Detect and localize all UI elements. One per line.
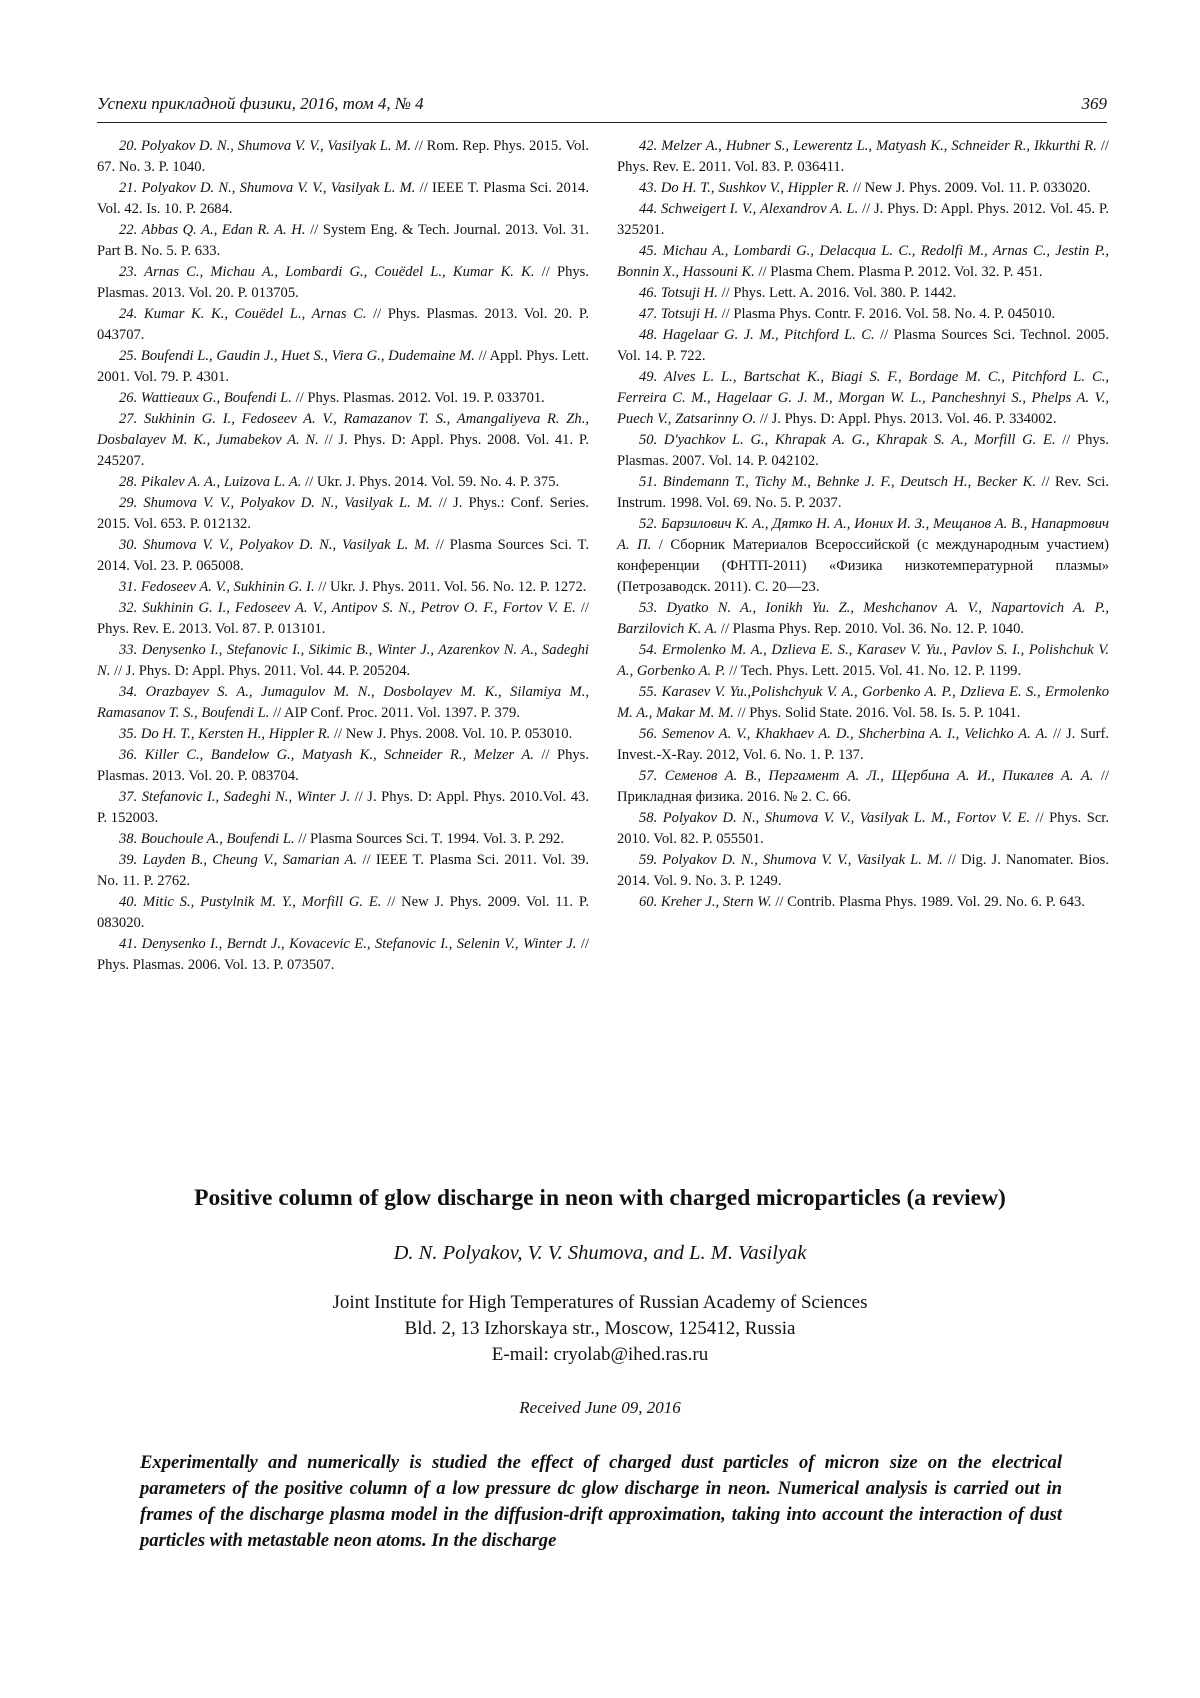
reference-item <box>97 682 589 724</box>
reference-item <box>617 430 1109 472</box>
reference-item <box>97 472 589 493</box>
reference-item <box>97 346 589 388</box>
reference-item <box>97 850 589 892</box>
reference-item <box>617 304 1109 325</box>
reference-item <box>617 640 1109 682</box>
reference-authors: 34. Orazbayev S. A., Jumagulov M. N., Dosbolayev M. K., Silamiya M., Ramasanov T. S., Boufendi L. <box>97 684 589 721</box>
reference-authors: 49. Alves L. L., Bartschat K., Biagi S. F., Bordage M. C., Pitchford L. C., Ferreira C. M., Hagelaar G. J. M., Morgan W. L., Pancheshnyi S., Phelps A. V., Puech V., Zatsarinny O. <box>617 369 1109 427</box>
reference-item <box>97 178 589 220</box>
reference-source: // Contrib. Plasma Phys. 1989. Vol. 29. No. 6. P. 643. <box>771 894 1085 910</box>
article-title: Positive column of glow discharge in neon with charged microparticles (a review) <box>194 1185 1006 1211</box>
header-rule <box>97 122 1107 123</box>
reference-source: // AIP Conf. Proc. 2011. Vol. 1397. P. 379. <box>269 705 520 721</box>
reference-authors: 30. Shumova V. V., Polyakov D. N., Vasilyak L. M. <box>119 537 430 553</box>
reference-source: // Rom. Rep. Phys. 2015. Vol. 67. No. 3. P. 1040. <box>97 138 589 175</box>
reference-source: // Phys. Rev. E. 2011. Vol. 83. P. 036411. <box>617 138 1109 175</box>
reference-item <box>97 892 589 934</box>
reference-authors: 32. Sukhinin G. I., Fedoseev A. V., Antipov S. N., Petrov O. F., Fortov V. E. <box>119 600 576 616</box>
affiliation-email: E-mail: cryolab@ihed.ras.ru <box>491 1344 709 1365</box>
references-right-column <box>617 136 1109 913</box>
reference-source: // IEEE T. Plasma Sci. 2011. Vol. 39. No. 11. P. 2762. <box>97 852 589 889</box>
reference-authors: 47. Totsuji H. <box>639 306 718 322</box>
page-number: 369 <box>1081 94 1107 113</box>
reference-authors: 50. D'yachkov L. G., Khrapak A. G., Khrapak S. A., Morfill G. E. <box>639 432 1056 448</box>
reference-authors: 56. Semenov A. V., Khakhaev A. D., Shcherbina A. I., Velichko A. A. <box>639 726 1049 742</box>
reference-authors: 23. Arnas C., Michau A., Lombardi G., Couëdel L., Kumar K. K. <box>119 264 535 280</box>
reference-source: // Phys. Plasmas. 2012. Vol. 19. P. 033701. <box>291 390 545 406</box>
reference-item <box>97 262 589 304</box>
reference-item <box>97 724 589 745</box>
reference-item <box>617 892 1109 913</box>
reference-item <box>97 787 589 829</box>
reference-authors: 39. Layden B., Cheung V., Samarian A. <box>119 852 358 868</box>
reference-authors: 58. Polyakov D. N., Shumova V. V., Vasilyak L. M., Fortov V. E. <box>639 810 1031 826</box>
reference-source: // Phys. Plasmas. 2006. Vol. 13. P. 073507. <box>97 936 590 973</box>
reference-source: // Rev. Sci. Instrum. 1998. Vol. 69. No. 5. P. 2037. <box>617 474 1110 511</box>
reference-item <box>97 577 589 598</box>
reference-authors: 37. Stefanovic I., Sadeghi N., Winter J. <box>119 789 351 805</box>
reference-source: // J. Phys. D: Appl. Phys. 2013. Vol. 46. P. 334002. <box>756 411 1057 427</box>
reference-source: // J. Phys. D: Appl. Phys. 2012. Vol. 45. P. 325201. <box>617 201 1109 238</box>
reference-source: // Plasma Sources Sci. Technol. 2005. Vol. 14. P. 722. <box>617 327 1109 364</box>
reference-authors: 57. Семенов А. В., Пергамент А. Л., Щербина А. И., Пикалев А. А. <box>639 768 1094 784</box>
reference-authors: 53. Dyatko N. A., Ionikh Yu. Z., Meshchanov A. V., Napartovich A. P., Barzilovich K. A. <box>617 600 1109 637</box>
reference-source: // J. Phys. D: Appl. Phys. 2008. Vol. 41. P. 245207. <box>97 432 589 469</box>
reference-authors: 54. Ermolenko M. A., Dzlieva E. S., Karasev V. Yu., Pavlov S. I., Polishchuk V. A., Gorbenko A. P. <box>617 642 1109 679</box>
journal-title: Успехи прикладной физики, 2016, том 4, № 4 <box>97 94 424 113</box>
reference-source: // Plasma Phys. Contr. F. 2016. Vol. 58. No. 4. P. 045010. <box>717 306 1056 322</box>
reference-authors: 46. Totsuji H. <box>639 285 718 301</box>
reference-item <box>617 766 1109 808</box>
reference-source: // Phys. Plasmas. 2013. Vol. 20. P. 013705. <box>97 264 590 301</box>
reference-authors: 44. Schweigert I. V., Alexandrov A. L. <box>639 201 859 217</box>
reference-authors: 24. Kumar K. K., Couëdel L., Arnas C. <box>119 306 367 322</box>
reference-authors: 33. Denysenko I., Stefanovic I., Sikimic B., Winter J., Azarenkov N. A., Sadeghi N. <box>97 642 589 679</box>
reference-authors: 55. Karasev V. Yu.,Polishchyuk V. A., Gorbenko A. P., Dzlieva E. S., Ermolenko M. A., Makar M. M. <box>617 684 1109 721</box>
reference-authors: 20. Polyakov D. N., Shumova V. V., Vasilyak L. M. <box>119 138 412 154</box>
reference-item <box>617 808 1109 850</box>
reference-authors: 31. Fedoseev A. V., Sukhinin G. I. <box>119 579 315 595</box>
reference-authors: 26. Wattieaux G., Boufendi L. <box>119 390 292 406</box>
reference-source: // Phys. Plasmas. 2007. Vol. 14. P. 042102. <box>617 432 1109 469</box>
reference-source: // Phys. Solid State. 2016. Vol. 58. Is. 5. P. 1041. <box>733 705 1021 721</box>
affiliation-block <box>60 1290 1140 1368</box>
reference-item <box>97 745 589 787</box>
reference-source: // Dig. J. Nanomater. Bios. 2014. Vol. 9. No. 3. P. 1249. <box>617 852 1109 889</box>
reference-authors: 48. Hagelaar G. J. M., Pitchford L. C. <box>639 327 875 343</box>
reference-item <box>97 535 589 577</box>
reference-source: // Plasma Sources Sci. T. 1994. Vol. 3. P. 292. <box>294 831 564 847</box>
reference-source: // Phys. Scr. 2010. Vol. 82. P. 055501. <box>617 810 1109 847</box>
reference-source: / Сборник Материалов Всероссийской (с международным участием) конференции (ФНТП-2011) «Физика низкотемпературной плазмы» (Петрозаводск. 2011). С. 20—23. <box>617 537 1110 595</box>
reference-authors: 21. Polyakov D. N., Shumova V. V., Vasilyak L. M. <box>119 180 416 196</box>
reference-authors: 35. Do H. T., Kersten H., Hippler R. <box>119 726 331 742</box>
reference-authors: 27. Sukhinin G. I., Fedoseev A. V., Ramazanov T. S., Amangaliyeva R. Zh., Dosbalayev M. K., Jumabekov A. N. <box>97 411 589 448</box>
affiliation-address: Bld. 2, 13 Izhorskaya str., Moscow, 125412, Russia <box>404 1318 796 1339</box>
reference-source: // Ukr. J. Phys. 2011. Vol. 56. No. 12. P. 1272. <box>314 579 587 595</box>
reference-item <box>617 325 1109 367</box>
reference-item <box>617 850 1109 892</box>
reference-authors: 59. Polyakov D. N., Shumova V. V., Vasilyak L. M. <box>639 852 943 868</box>
reference-item <box>617 514 1109 598</box>
reference-item <box>617 199 1109 241</box>
reference-source: // System Eng. & Tech. Journal. 2013. Vol. 31. Part B. No. 5. P. 633. <box>97 222 590 259</box>
reference-source: // Appl. Phys. Lett. 2001. Vol. 79. P. 4301. <box>97 348 589 385</box>
reference-source: // Phys. Plasmas. 2013. Vol. 20. P. 083704. <box>97 747 589 784</box>
reference-item <box>617 241 1109 283</box>
reference-item <box>617 136 1109 178</box>
reference-item <box>617 682 1109 724</box>
reference-source: // New J. Phys. 2008. Vol. 10. P. 053010. <box>330 726 573 742</box>
reference-authors: 43. Do H. T., Sushkov V., Hippler R. <box>639 180 850 196</box>
reference-source: // J. Phys.: Conf. Series. 2015. Vol. 653. P. 012132. <box>97 495 589 532</box>
reference-authors: 52. Барзилович К. А., Дятко Н. А., Ионих И. З., Мещанов А. В., Напартович А. П. <box>617 516 1109 553</box>
reference-source: // Tech. Phys. Lett. 2015. Vol. 41. No. 12. P. 1199. <box>725 663 1022 679</box>
reference-authors: 25. Boufendi L., Gaudin J., Huet S., Viera G., Dudemaine M. <box>119 348 475 364</box>
reference-item <box>617 724 1109 766</box>
reference-authors: 60. Kreher J., Stern W. <box>639 894 772 910</box>
reference-item <box>97 598 589 640</box>
reference-source: // New J. Phys. 2009. Vol. 11. P. 033020. <box>849 180 1091 196</box>
running-header <box>97 90 1107 120</box>
reference-source: // Plasma Sources Sci. T. 2014. Vol. 23. P. 065008. <box>97 537 589 574</box>
reference-authors: 28. Pikalev A. A., Luizova L. A. <box>119 474 302 490</box>
reference-authors: 22. Abbas Q. A., Edan R. A. H. <box>119 222 306 238</box>
reference-item <box>97 493 589 535</box>
reference-item <box>617 598 1109 640</box>
reference-item <box>97 220 589 262</box>
reference-item <box>97 304 589 346</box>
affiliation-institute: Joint Institute for High Temperatures of Russian Academy of Sciences <box>332 1292 868 1313</box>
reference-source: // New J. Phys. 2009. Vol. 11. P. 083020. <box>97 894 589 931</box>
reference-authors: 42. Melzer A., Hubner S., Lewerentz L., Matyash K., Schneider R., Ikkurthi R. <box>639 138 1097 154</box>
reference-item <box>97 409 589 472</box>
reference-item <box>97 829 589 850</box>
reference-item <box>97 640 589 682</box>
received-date: Received June 09, 2016 <box>519 1398 681 1417</box>
reference-source: // J. Phys. D: Appl. Phys. 2011. Vol. 44. P. 205204. <box>110 663 411 679</box>
reference-source: // Phys. Plasmas. 2013. Vol. 20. P. 043707. <box>97 306 589 343</box>
reference-authors: 38. Bouchoule A., Boufendi L. <box>119 831 295 847</box>
reference-item <box>97 934 589 976</box>
reference-item <box>617 178 1109 199</box>
abstract: Experimentally and numerically is studied the effect of charged dust particles of micron size on the electrical parameters of the positive column of a low pressure dc glow discharge in neon. Numerical analysis is carried out in frames of the discharge plasma model in the diffusion-drift approximation, taking into account the interaction of dust particles with metastable neon atoms. In the discharge <box>140 1452 1062 1551</box>
reference-authors: 45. Michau A., Lombardi G., Delacqua L. C., Redolfi M., Arnas C., Jestin P., Bonnin X., Hassouni K. <box>617 243 1109 280</box>
reference-authors: 40. Mitic S., Pustylnik M. Y., Morfill G. E. <box>119 894 382 910</box>
reference-item <box>97 388 589 409</box>
references-left-column <box>97 136 589 976</box>
reference-authors: 51. Bindemann T., Tichy M., Behnke J. F., Deutsch H., Becker K. <box>639 474 1037 490</box>
reference-source: // Ukr. J. Phys. 2014. Vol. 59. No. 4. P. 375. <box>301 474 560 490</box>
reference-source: // J. Phys. D: Appl. Phys. 2010.Vol. 43. P. 152003. <box>97 789 589 826</box>
reference-authors: 36. Killer C., Bandelow G., Matyash K., Schneider R., Melzer A. <box>119 747 534 763</box>
reference-source: // Plasma Chem. Plasma P. 2012. Vol. 32. P. 451. <box>754 264 1043 280</box>
reference-source: // Прикладная физика. 2016. № 2. С. 66. <box>617 768 1109 805</box>
reference-item <box>97 136 589 178</box>
reference-source: // J. Surf. Invest.-X-Ray. 2012, Vol. 6. No. 1. P. 137. <box>617 726 1109 763</box>
reference-authors: 29. Shumova V. V., Polyakov D. N., Vasilyak L. M. <box>119 495 433 511</box>
article-authors: D. N. Polyakov, V. V. Shumova, and L. M. Vasilyak <box>393 1242 807 1264</box>
reference-source: // IEEE T. Plasma Sci. 2014. Vol. 42. Is. 10. P. 2684. <box>97 180 589 217</box>
reference-item <box>617 472 1109 514</box>
reference-source: // Phys. Lett. A. 2016. Vol. 380. P. 1442. <box>717 285 957 301</box>
reference-item <box>617 367 1109 430</box>
reference-source: // Plasma Phys. Rep. 2010. Vol. 36. No. 12. P. 1040. <box>717 621 1025 637</box>
reference-source: // Phys. Rev. E. 2013. Vol. 87. P. 013101. <box>97 600 589 637</box>
reference-item <box>617 283 1109 304</box>
reference-authors: 41. Denysenko I., Berndt J., Kovacevic E., Stefanovic I., Selenin V., Winter J. <box>119 936 577 952</box>
